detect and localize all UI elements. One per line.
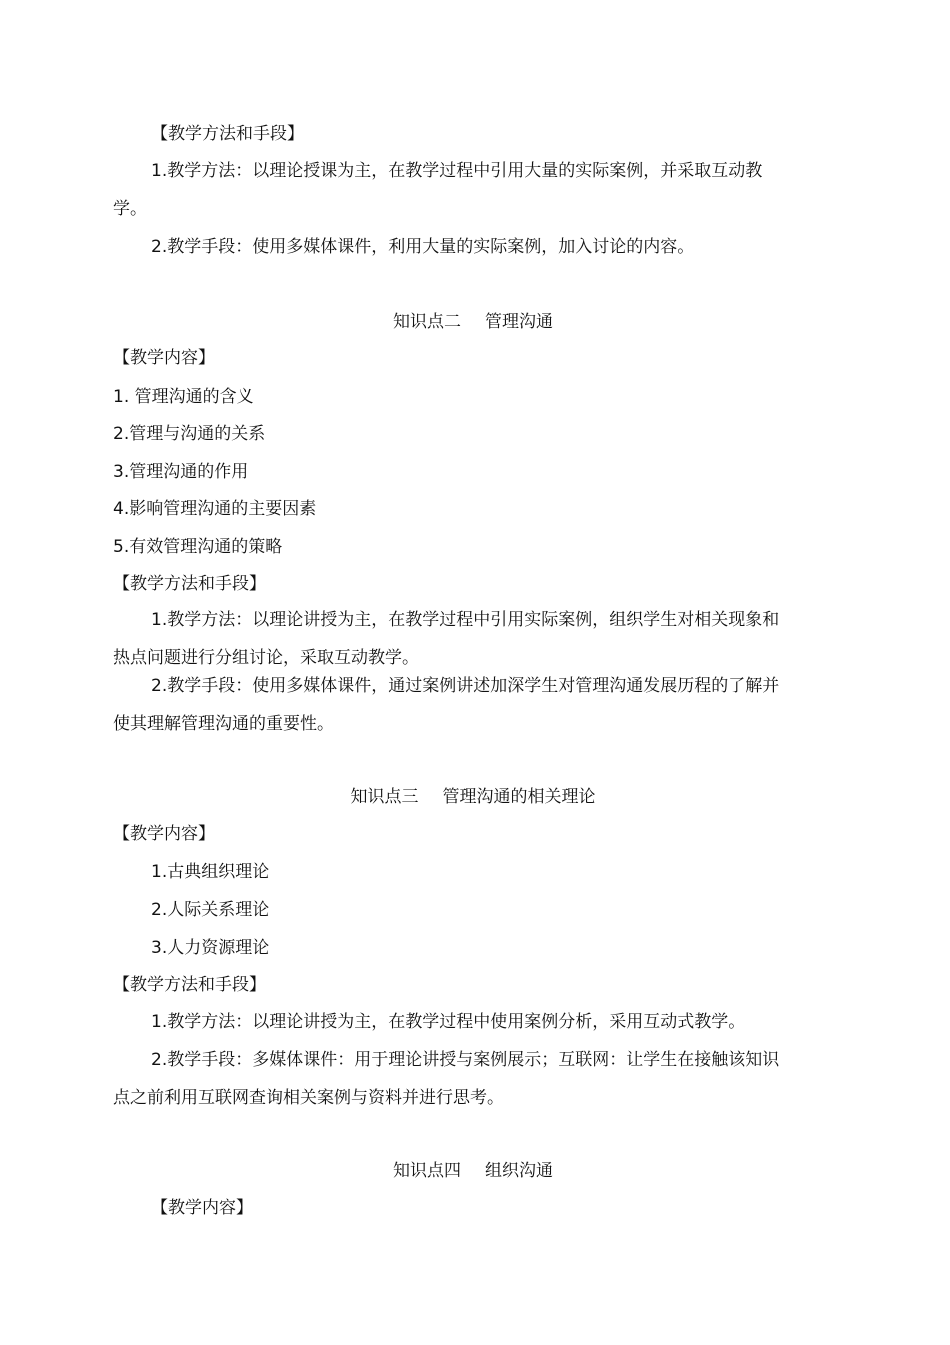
list-item: 2.管理与沟通的关系 <box>113 424 266 444</box>
teaching-means-paragraph: 2.教学手段：使用多媒体课件，利用大量的实际案例，加入讨论的内容。 <box>151 237 695 257</box>
heading-number: 知识点四 <box>393 1161 461 1181</box>
list-item: 1.古典组织理论 <box>151 862 270 882</box>
list-item: 1. 管理沟通的含义 <box>113 387 254 407</box>
list-item: 5.有效管理沟通的策略 <box>113 537 283 557</box>
list-item: 3.管理沟通的作用 <box>113 462 249 482</box>
heading-title: 组织沟通 <box>485 1161 553 1181</box>
section-heading <box>113 311 833 333</box>
heading-number: 知识点三 <box>350 787 419 807</box>
methods-header: 【教学方法和手段】 <box>113 574 266 594</box>
content-header: 【教学内容】 <box>151 1198 253 1218</box>
methods-header: 【教学方法和手段】 <box>113 975 266 995</box>
teaching-means-paragraph: 2.教学手段：使用多媒体课件，通过案例讲述加深学生对管理沟通发展历程的了解并使其理解管理沟通的重要性。 <box>113 676 780 734</box>
section-heading <box>113 786 833 808</box>
teaching-method-paragraph: 1.教学方法：以理论讲授为主，在教学过程中使用案例分析，采用互动式教学。 <box>151 1012 746 1032</box>
teaching-method-paragraph: 1.教学方法：以理论讲授为主，在教学过程中引用实际案例，组织学生对相关现象和热点问题进行分组讨论，采取互动教学。 <box>113 610 780 668</box>
heading-title: 管理沟通 <box>485 312 553 332</box>
content-header: 【教学内容】 <box>113 824 215 844</box>
content-header: 【教学内容】 <box>113 348 215 368</box>
section-heading <box>113 1160 833 1182</box>
list-item: 4.影响管理沟通的主要因素 <box>113 499 317 519</box>
list-item: 2.人际关系理论 <box>151 900 270 920</box>
heading-number: 知识点二 <box>393 312 461 332</box>
list-item: 3.人力资源理论 <box>151 938 270 958</box>
heading-title: 管理沟通的相关理论 <box>442 787 596 807</box>
teaching-means-paragraph: 2.教学手段：多媒体课件：用于理论讲授与案例展示；互联网：让学生在接触该知识点之前利用互联网查询相关案例与资料并进行思考。 <box>113 1050 780 1108</box>
methods-header: 【教学方法和手段】 <box>151 124 304 144</box>
teaching-method-paragraph: 1.教学方法：以理论授课为主，在教学过程中引用大量的实际案例，并采取互动教学。 <box>113 161 763 219</box>
